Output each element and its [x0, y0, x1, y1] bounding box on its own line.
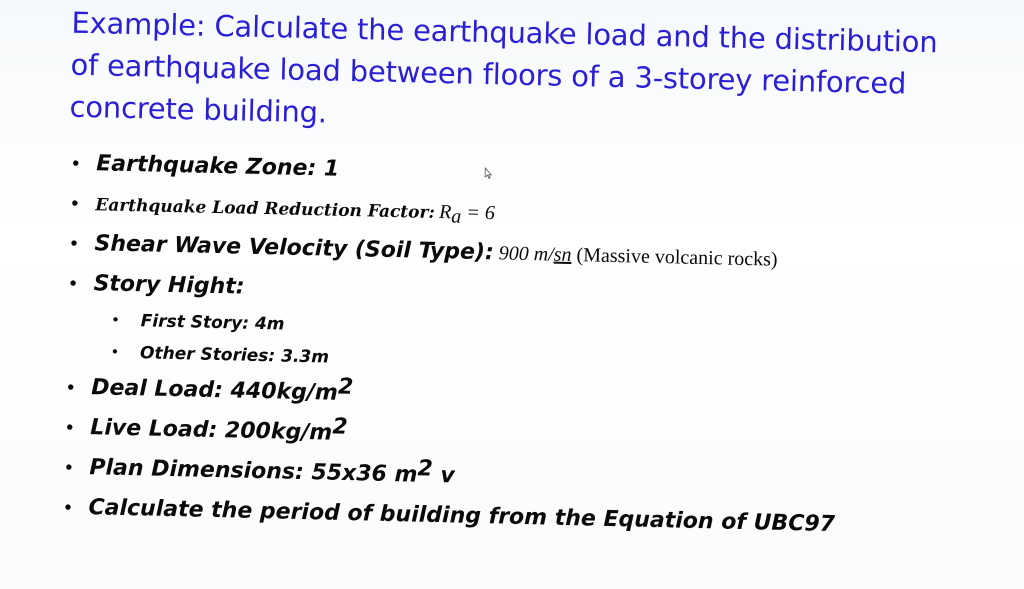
shear-wave-note: (Massive volcanic rocks)	[571, 244, 778, 271]
slide-title: Example: Calculate the earthquake load and the distribution of earthquake load between floors of a 3-storey reinforced concrete building.	[69, 5, 938, 130]
reduction-factor-value: = 6	[461, 201, 496, 225]
shear-wave-value: 900 m/	[493, 242, 555, 266]
dead-load-superscript: 2	[337, 374, 354, 400]
plan-dimensions-suffix: v	[432, 462, 456, 489]
first-story-text: First Story: 4m	[140, 311, 285, 335]
reduction-factor-subscript: a	[451, 205, 462, 228]
other-stories-text: Other Stories: 3.3m	[139, 343, 330, 368]
plan-dimensions-superscript: 2	[417, 456, 434, 482]
shear-wave-label: Shear Wave Velocity (Soil Type):	[94, 231, 495, 266]
period-text: Calculate the period of building from the Equation of UBC97	[88, 495, 836, 538]
reduction-factor-label: Earthquake Load Reduction Factor:	[95, 195, 435, 223]
story-height-label: Story Hight:	[93, 271, 245, 300]
bullet-list	[64, 144, 932, 547]
live-load-text: Live Load: 200kg/m	[90, 415, 333, 446]
plan-dimensions-text: Plan Dimensions: 55x36 m	[89, 455, 418, 488]
dead-load-text: Deal Load: 440kg/m	[90, 375, 339, 406]
reduction-factor-symbol: R	[438, 201, 452, 224]
earthquake-zone-text: Earthquake Zone: 1	[96, 151, 340, 182]
shear-wave-unit: sn	[553, 243, 572, 267]
live-load-superscript: 2	[332, 414, 348, 440]
